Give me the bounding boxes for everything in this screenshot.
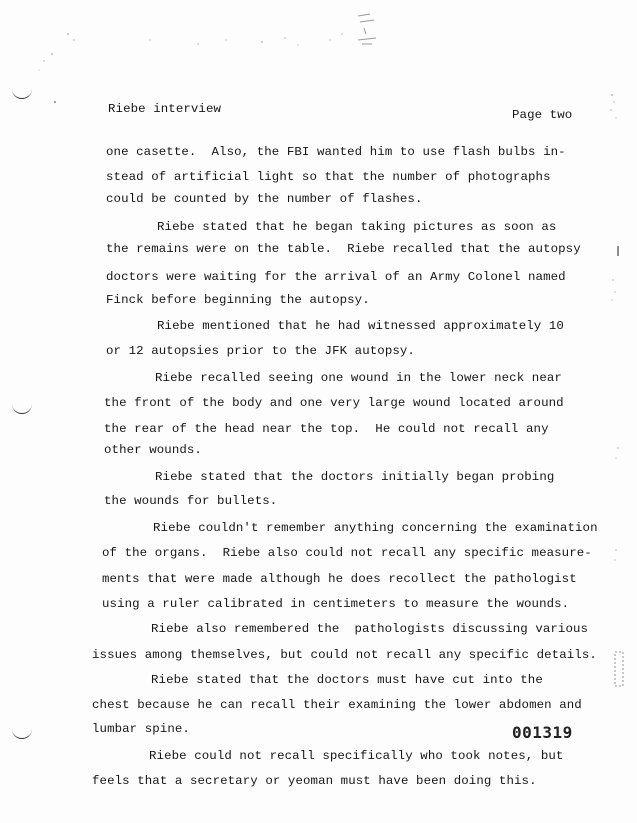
page-label: Page two — [512, 108, 573, 122]
body-line: Riebe also remembered the pathologists discussing various — [151, 622, 589, 636]
body-line: one casette. Also, the FBI wanted him to use flash bulbs in- — [106, 145, 566, 159]
body-line: Riebe couldn't remember anything concerning the examination — [153, 521, 598, 535]
body-line: of the organs. Riebe also could not recall any specific measure- — [102, 546, 592, 560]
body-line: using a ruler calibrated in centimeters to measure the wounds. — [102, 597, 570, 611]
body-line: or 12 autopsies prior to the JFK autopsy. — [106, 344, 415, 358]
body-line: feels that a secretary or yeoman must have been doing this. — [92, 774, 537, 788]
body-line: the front of the body and one very large wound located around — [104, 396, 564, 410]
body-line: chest because he can recall their examining the lower abdomen and — [92, 698, 582, 712]
body-line: Riebe recalled seeing one wound in the lower neck near — [155, 371, 562, 385]
body-line: could be counted by the number of flashes. — [106, 192, 423, 206]
body-line: the remains were on the table. Riebe recalled that the autopsy — [106, 242, 581, 256]
margin-tick — [615, 244, 623, 258]
handwritten-mark — [352, 10, 382, 50]
body-line: issues among themselves, but could not recall any specific details. — [92, 648, 597, 662]
body-line: other wounds. — [104, 443, 202, 457]
document-number-stamp: 001319 — [512, 723, 573, 742]
body-line: lumbar spine. — [92, 722, 190, 736]
body-line: ments that were made although he does recollect the pathologist — [102, 572, 577, 586]
document-title: Riebe interview — [108, 102, 222, 116]
margin-mark — [613, 650, 629, 690]
body-line: Riebe could not recall specifically who took notes, but — [149, 749, 564, 763]
body-line: Riebe stated that the doctors initially began probing — [155, 470, 555, 484]
body-line: doctors were waiting for the arrival of an Army Colonel named — [106, 270, 566, 284]
body-line: Riebe stated that the doctors must have cut into the — [151, 673, 543, 687]
body-line: Riebe mentioned that he had witnessed approximately 10 — [157, 319, 564, 333]
body-line: Finck before beginning the autopsy. — [106, 293, 370, 307]
body-line: the rear of the head near the top. He could not recall any — [104, 422, 549, 436]
body-line: stead of artificial light so that the number of photographs — [106, 170, 551, 184]
body-line: the wounds for bullets. — [104, 494, 278, 508]
body-line: Riebe stated that he began taking pictures as soon as — [157, 220, 557, 234]
